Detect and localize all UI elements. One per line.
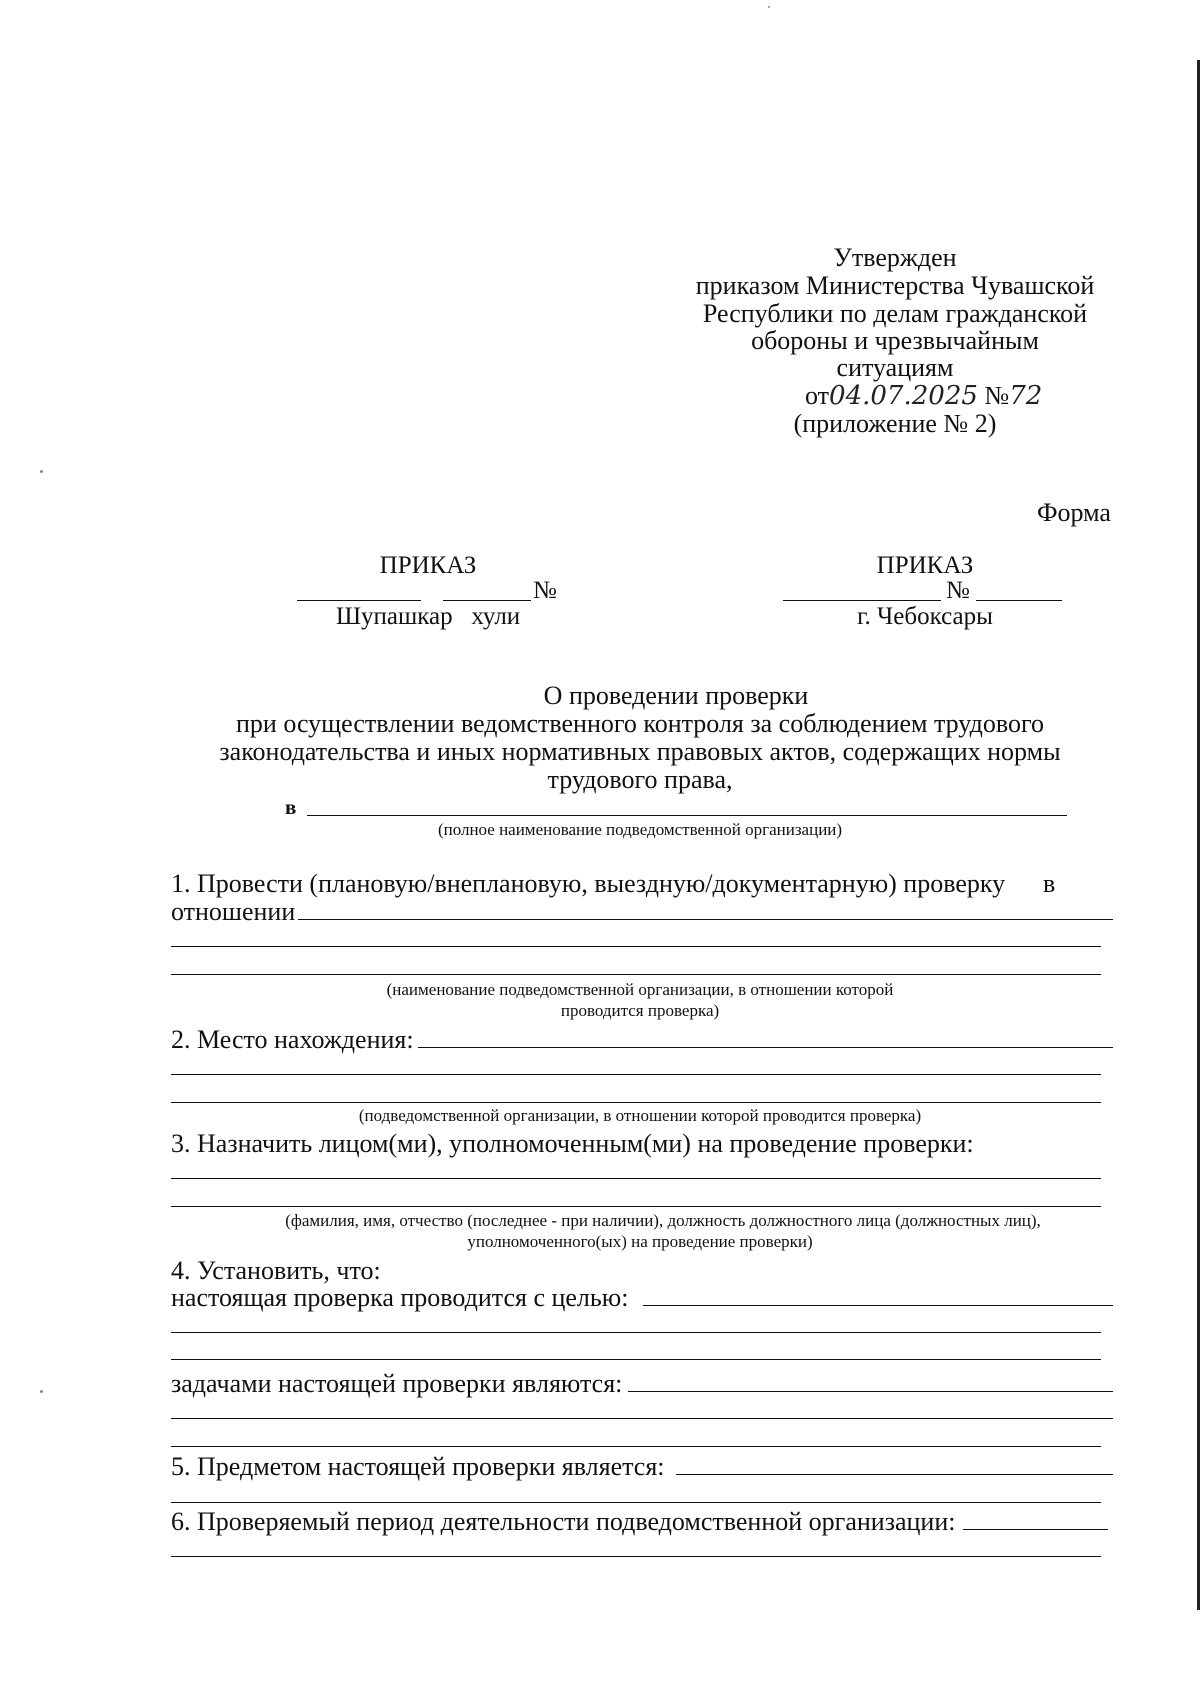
item-4-goal-blank-2 [171, 1332, 1101, 1333]
right-order-title: ПРИКАЗ [876, 552, 974, 579]
approval-line-1: Утвержден [833, 243, 957, 272]
right-number-blank [976, 600, 1062, 601]
item-4-tasks-blank-3 [171, 1446, 1101, 1447]
item-1-hint-2: проводится проверка) [560, 1001, 720, 1020]
scan-speck [768, 6, 770, 8]
right-date-blank [783, 600, 941, 601]
org-name-hint: (полное наименование подведомственной организации) [437, 820, 843, 839]
item-5-blank-1 [676, 1474, 1113, 1475]
item-4-tasks: задачами настоящей проверки являются: [171, 1369, 623, 1398]
item-1-blank-3 [171, 974, 1101, 975]
item-6-blank-2 [171, 1556, 1101, 1557]
right-city: г. Чебоксары [857, 603, 993, 630]
number-prefix: № [984, 381, 1010, 410]
approval-line-3: Республики по делам гражданской [702, 299, 1088, 328]
item-1-relation: отношении [171, 897, 296, 926]
item-4-tasks-blank-2 [171, 1418, 1113, 1419]
item-2-blank-2 [171, 1074, 1101, 1075]
item-2-blank-1 [418, 1047, 1113, 1048]
left-order-title: ПРИКАЗ [379, 552, 477, 579]
item-6-text: 6. Проверяемый период деятельности подведомственной организации: [171, 1507, 956, 1536]
item-6-blank-1 [963, 1529, 1108, 1530]
subject-line-4: трудового права, [547, 765, 733, 794]
subject-line-1: О проведении проверки [543, 681, 809, 710]
right-number-sign: № [946, 577, 970, 604]
item-4-goal: настоящая проверка проводится с целью: [171, 1283, 629, 1312]
item-3-blank-1 [171, 1178, 1101, 1179]
subject-in-prefix: в [285, 795, 297, 819]
item-4-tasks-blank-1 [628, 1391, 1113, 1392]
approval-appendix: (приложение № 2) [793, 409, 997, 438]
item-2-hint: (подведомственной организации, в отношении которой проводится проверка) [358, 1106, 922, 1125]
date-prefix: от [805, 381, 830, 410]
approval-line-4: обороны и чрезвычайным [751, 326, 1039, 355]
left-number-sign: № [533, 577, 557, 604]
item-4-goal-blank-1 [643, 1305, 1113, 1306]
item-3-blank-2 [171, 1206, 1101, 1207]
item-3-hint-1: (фамилия, имя, отчество (последнее - при наличии), должность должностного лица (должностных лиц), [285, 1211, 1041, 1230]
item-1-in: в [1043, 869, 1056, 898]
handwritten-date: 04.07.2025 [829, 381, 978, 411]
item-1-blank-2 [171, 946, 1101, 947]
item-4-goal-blank-3 [171, 1359, 1101, 1360]
subject-line-2: при осуществлении ведомственного контроля за соблюдением трудового [235, 709, 1045, 738]
item-3-text: 3. Назначить лицом(ми), уполномоченным(ми) на проведение проверки: [171, 1129, 974, 1158]
item-3-hint-2: уполномоченного(ых) на проведение проверки) [467, 1232, 813, 1251]
item-2-blank-3 [171, 1102, 1101, 1103]
form-label: Форма [1037, 498, 1111, 527]
left-city: Шупашкар хули [335, 603, 521, 630]
subject-line-3: законодательства и иных нормативных правовых актов, содержащих нормы [219, 737, 1061, 766]
scan-speck [40, 470, 43, 473]
org-name-blank [307, 815, 1067, 816]
left-date-blank [297, 600, 421, 601]
item-5-text: 5. Предметом настоящей проверки является: [171, 1452, 665, 1481]
scan-speck [40, 1390, 43, 1393]
handwritten-number: 72 [1009, 381, 1043, 411]
item-2-text: 2. Место нахождения: [171, 1025, 414, 1054]
item-1-text: 1. Провести (плановую/внеплановую, выездную/документарную) проверку [171, 869, 1006, 898]
item-4-text: 4. Установить, что: [171, 1256, 381, 1285]
item-1-hint-1: (наименование подведомственной организации, в отношении которой [386, 980, 894, 999]
item-5-blank-2 [171, 1502, 1101, 1503]
item-1-blank-1 [298, 919, 1113, 920]
approval-line-5: ситуациям [836, 353, 954, 382]
approval-date-line [805, 381, 1042, 411]
approval-line-2: приказом Министерства Чувашской [695, 271, 1095, 300]
left-number-blank [443, 600, 531, 601]
